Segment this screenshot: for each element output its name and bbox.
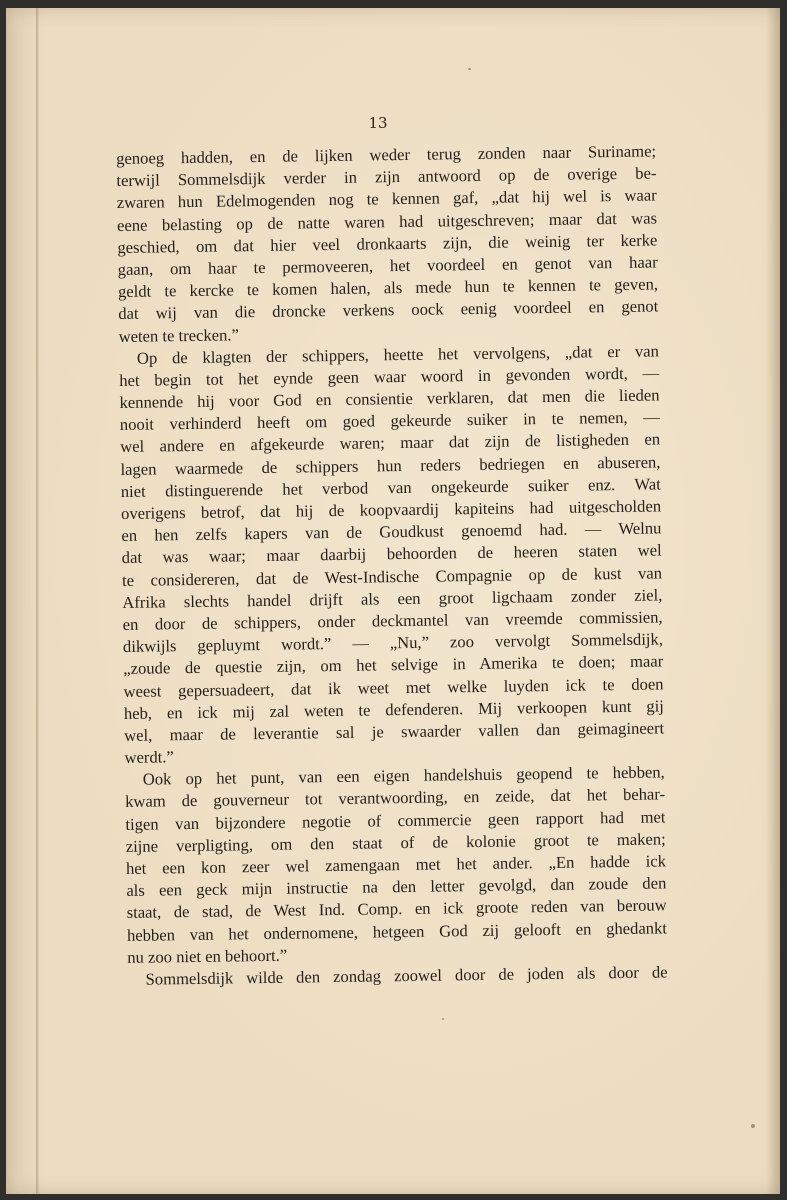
text-line: geldt te kercke te komen halen, als mede hun te kennen te geven, <box>117 274 659 302</box>
text-line: hebben van het ondernomene, hetgeen God zij gelooft en ghedankt <box>126 917 668 945</box>
text-line: genoeg hadden, en de lijken weder terug zonden naar Suriname; <box>116 141 657 168</box>
text-line: dikwijls gepluymt wordt.” — „Nu,” zoo vervolgt Sommelsdijk, <box>122 629 664 657</box>
text-line: Afrika slechts handel drijft als een groot ligchaam zonder ziel, <box>122 585 663 612</box>
text-line: Ook op het punt, van een eigen handelshuis geopend te hebben, <box>142 762 665 789</box>
text-line: nu zoo niet en behoort.” <box>127 945 288 967</box>
text-line: terwijl Sommelsdijk verder in zijn antwoord op de overige be- <box>116 163 657 191</box>
text-line: het begin tot het eynde geen waar woord in gevonden wordt, — <box>119 363 660 390</box>
text-line: werdt.” <box>124 747 174 768</box>
text-line: gaan, om haar te permoveeren, het voordeel en genot van haar <box>117 252 658 279</box>
book-page <box>6 8 780 1194</box>
text-line: Sommelsdijk wilde den zondag zoowel door de joden als door de <box>145 962 668 989</box>
text-line: weest gepersuadeert, dat ik weet met welke luyden ick te doen <box>123 673 664 701</box>
page-gutter <box>36 8 39 1194</box>
text-line: eene belasting op de natte waren had uitgeschreven; maar dat was <box>116 208 658 235</box>
text-line: niet distinguerende het verbod van ongekeurde suiker enz. Wat <box>120 474 661 501</box>
text-line: dat was waar; maar daarbij behoorden de heeren staten wel <box>121 540 662 568</box>
text-line: geschied, om dat hier veel dronkaarts zijn, die weinig ter kerke <box>117 230 658 257</box>
paper-speck <box>468 68 471 70</box>
text-line: overigens betrof, dat hij de koopvaardij kapiteins had uitgescholden <box>120 496 662 523</box>
text-line: Op de klagten der schippers, heette het vervolgens, „dat er van <box>136 341 660 368</box>
text-line: dat wij van die droncke verkens oock eenig voordeel en genot <box>118 296 659 324</box>
text-line: staat, de stad, de West Ind. Comp. en ick groote reden van berouw <box>126 895 667 923</box>
text-line: zwaren hun Edelmogenden nog te kennen gaf, „dat hij wel is waar <box>116 185 657 213</box>
text-line: wel, maar de leverantie sal je swaarder vallen dan geimagineert <box>124 718 665 745</box>
text-line: zijne verpligting, om den staat of de kolonie groot te maken; <box>125 829 666 856</box>
page-edge-shadow <box>766 8 780 1194</box>
paper-speck <box>442 1018 444 1020</box>
text-line: „zoude de questie zijn, om het selvige in Amerika te doen; maar <box>123 651 664 679</box>
text-line: als een geck mijn instructie na den letter gevolgd, dan zoude den <box>126 873 667 901</box>
text-line: kwam de gouverneur tot verantwoording, en zeide, dat het behar- <box>124 784 666 812</box>
text-line: lagen waarmede de schippers hun reders bedriegen en abuseren, <box>120 452 661 479</box>
text-line: en door de schippers, onder deckmantel van vreemde commissien, <box>122 607 663 634</box>
text-line: te considereren, dat de West-Indische Compagnie op de kust van <box>121 562 663 590</box>
text-line: nooit verhinderd heeft om goed gekeurde suiker in te nemen, — <box>119 407 660 435</box>
body-text <box>116 140 668 991</box>
text-line: kennende hij voor God en consientie verklaren, dat men die lieden <box>119 385 660 413</box>
text-line: tigen van bijzondere negotie of commercie geen rapport had met <box>125 807 666 834</box>
text-line: wel andere en afgekeurde waren; maar dat zijn de listigheden en <box>120 429 661 457</box>
text-line: heb, en ick mij zal weten te defenderen. Mij verkoopen kunt gij <box>123 696 664 723</box>
text-line: het een kon zeer wel zamengaan met het ander. „En hadde ick <box>125 851 667 878</box>
text-line: en hen zelfs kapers van de Goudkust genoemd had. — Welnu <box>121 518 662 546</box>
page-number: 13 <box>368 114 388 132</box>
text-line: weten te trecken.” <box>118 324 239 346</box>
paper-speck <box>751 1124 755 1128</box>
